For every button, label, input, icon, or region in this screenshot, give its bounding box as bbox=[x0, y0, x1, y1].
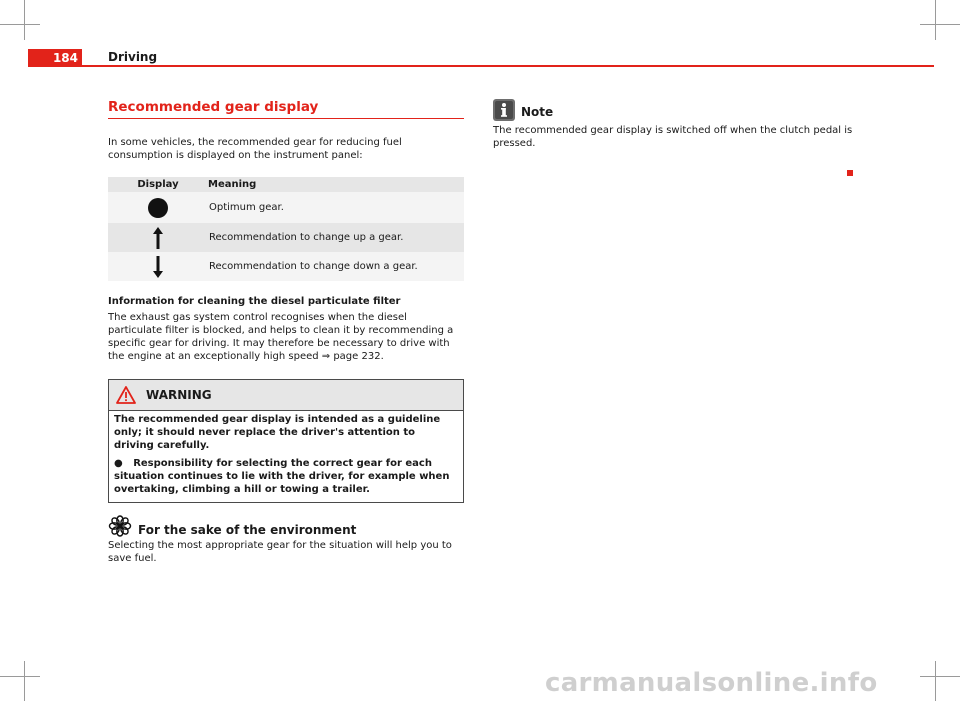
warning-title: WARNING bbox=[146, 388, 212, 402]
header-rule bbox=[28, 65, 934, 67]
crop-mark bbox=[24, 661, 25, 701]
crop-mark bbox=[920, 676, 960, 677]
table-cell-meaning: Recommendation to change up a gear. bbox=[209, 232, 404, 243]
warning-triangle-icon bbox=[116, 386, 136, 404]
table-row bbox=[108, 223, 464, 252]
arrow-up-icon bbox=[153, 227, 163, 249]
table-cell-meaning: Optimum gear. bbox=[209, 202, 284, 213]
warning-header bbox=[109, 380, 463, 411]
note-text: The recommended gear display is switched off when the clutch pedal is pressed. bbox=[493, 125, 853, 149]
chapter-title: Driving bbox=[108, 50, 158, 64]
note-title: Note bbox=[521, 105, 554, 119]
warning-box bbox=[108, 379, 464, 503]
intro-text: In some vehicles, the recommended gear for reducing fuel consumption is displayed on the instrument panel: bbox=[108, 137, 402, 161]
environment-section bbox=[108, 515, 464, 565]
table-header-display: Display bbox=[108, 177, 208, 192]
table-header-meaning: Meaning bbox=[208, 177, 464, 192]
crop-mark bbox=[935, 0, 936, 40]
right-column bbox=[493, 99, 863, 150]
note-header bbox=[493, 99, 863, 121]
environment-text: Selecting the most appropriate gear for the situation will help you to save fuel. bbox=[108, 540, 452, 564]
arrow-down-icon bbox=[153, 256, 163, 278]
warning-text: The recommended gear display is intended as a guideline only; it should never replace the driver's attention to driving carefully. bbox=[114, 414, 441, 451]
crop-mark bbox=[920, 24, 960, 25]
table-row bbox=[108, 192, 464, 223]
warning-bullet-text: Responsibility for selecting the correct gear for each situation continues to lie with the driver, for example when overtaking, climbing a hill or towing a trailer. bbox=[114, 458, 450, 495]
flower-icon bbox=[108, 515, 132, 537]
dpf-heading: Information for cleaning the diesel particulate filter bbox=[108, 296, 401, 307]
page-number: 184 bbox=[28, 49, 82, 67]
bullet-symbol: ● bbox=[114, 458, 123, 469]
crop-mark bbox=[935, 661, 936, 701]
table-row bbox=[108, 252, 464, 281]
gear-display-table bbox=[108, 177, 464, 281]
crop-mark bbox=[0, 676, 40, 677]
section-title: Recommended gear display bbox=[108, 99, 464, 119]
section-end-mark bbox=[847, 170, 853, 176]
note-body bbox=[493, 124, 863, 150]
environment-title: For the sake of the environment bbox=[138, 522, 357, 537]
crop-mark bbox=[0, 24, 40, 25]
info-icon bbox=[493, 99, 515, 121]
warning-body bbox=[109, 411, 463, 502]
dpf-text: The exhaust gas system control recognises when the diesel particulate filter is blocked, and helps to clean it by recommending a specific gear for driving. It may therefore be necessary to drive with the engine at an exceptionally high speed ⇒ page 232. bbox=[108, 312, 454, 362]
watermark: carmanualsonline.info bbox=[545, 668, 878, 698]
filled-circle-icon bbox=[148, 198, 168, 218]
warning-bullet bbox=[114, 457, 457, 496]
left-column bbox=[108, 99, 464, 565]
table-cell-meaning: Recommendation to change down a gear. bbox=[209, 261, 418, 272]
crop-mark bbox=[24, 0, 25, 40]
